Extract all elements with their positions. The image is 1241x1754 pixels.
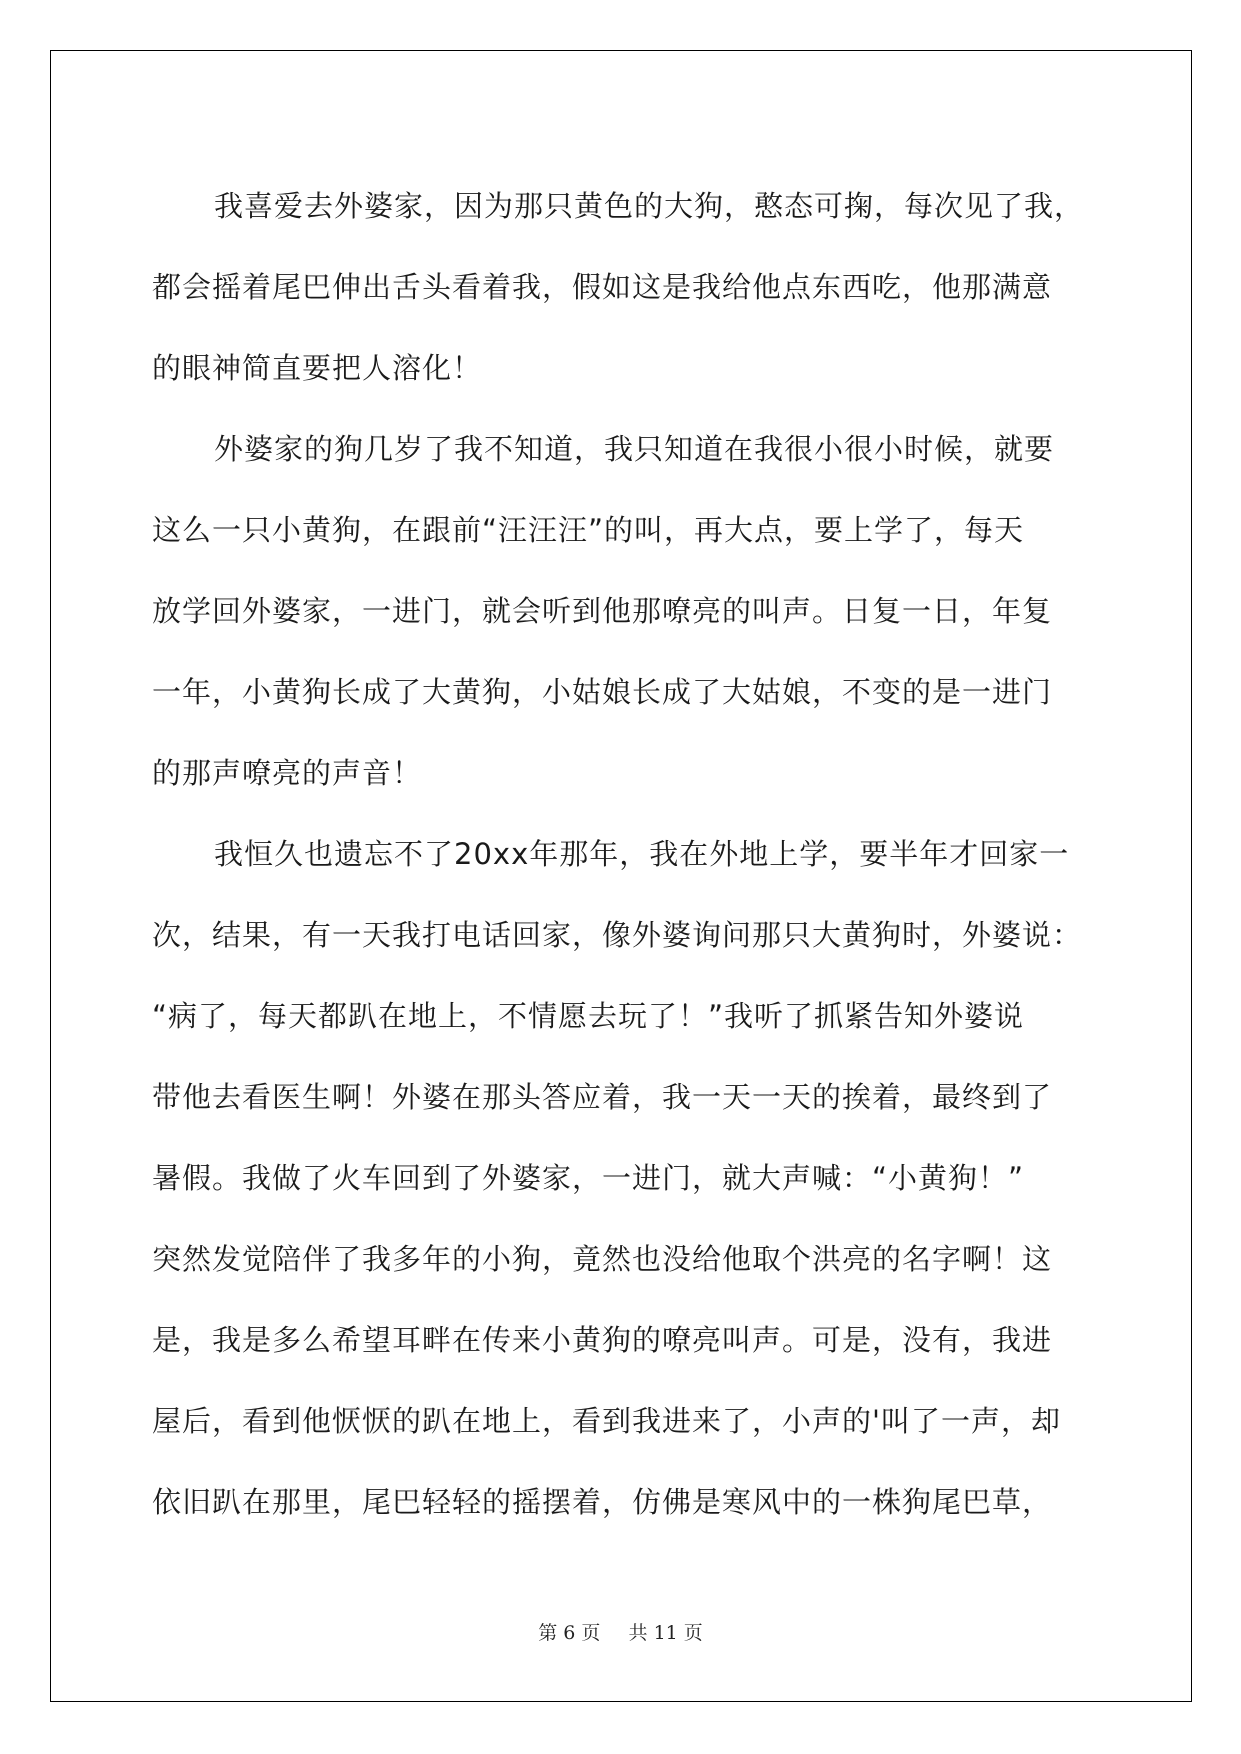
page-total: 共 11 页 [628, 1622, 703, 1644]
text-line: 是，我是多么希望耳畔在传来小黄狗的嘹亮叫声。可是，没有，我进 [152, 1323, 1053, 1357]
text-line: 放学回外婆家，一进门，就会听到他那嘹亮的叫声。日复一日，年复 [152, 594, 1053, 628]
text-line: 都会摇着尾巴伸出舌头看着我，假如这是我给他点东西吃，他那满意 [152, 270, 1053, 304]
text-line: 一年，小黄狗长成了大黄狗，小姑娘长成了大姑娘，不变的是一进门 [152, 675, 1053, 709]
text-line: 带他去看医生啊！外婆在那头答应着，我一天一天的挨着，最终到了 [152, 1080, 1053, 1114]
text-line: 依旧趴在那里，尾巴轻轻的摇摆着，仿佛是寒风中的一株狗尾巴草， [152, 1485, 1053, 1519]
text-line: 屋后，看到他恹恹的趴在地上，看到我进来了，小声的'叫了一声，却 [152, 1404, 1061, 1438]
text-line: 这么一只小黄狗，在跟前“汪汪汪”的叫，再大点，要上学了，每天 [152, 513, 1025, 547]
text-line: 的那声嘹亮的声音！ [152, 756, 423, 790]
text-line: 次，结果，有一天我打电话回家，像外婆询问那只大黄狗时，外婆说： [152, 918, 1083, 952]
text-line: 我恒久也遗忘不了20xx年那年，我在外地上学，要半年才回家一 [214, 837, 1070, 871]
page-number: 第 6 页 [538, 1622, 601, 1644]
text-line: 突然发觉陪伴了我多年的小狗，竟然也没给他取个洪亮的名字啊！这 [152, 1242, 1053, 1276]
text-line: 的眼神简直要把人溶化！ [152, 351, 483, 385]
paragraph-1 [152, 166, 1097, 409]
paragraph-3 [152, 814, 1097, 1543]
text-line: 暑假。我做了火车回到了外婆家，一进门，就大声喊：“小黄狗！” [152, 1161, 1025, 1195]
text-line: 我喜爱去外婆家，因为那只黄色的大狗，憨态可掬，每次见了我， [214, 189, 1085, 223]
text-line: “病了，每天都趴在地上，不情愿去玩了！”我听了抓紧告知外婆说 [152, 999, 1025, 1033]
document-body [152, 166, 1097, 1543]
paragraph-2 [152, 409, 1097, 814]
text-line: 外婆家的狗几岁了我不知道，我只知道在我很小很小时候，就要 [214, 432, 1055, 466]
page-footer [0, 1618, 1241, 1645]
